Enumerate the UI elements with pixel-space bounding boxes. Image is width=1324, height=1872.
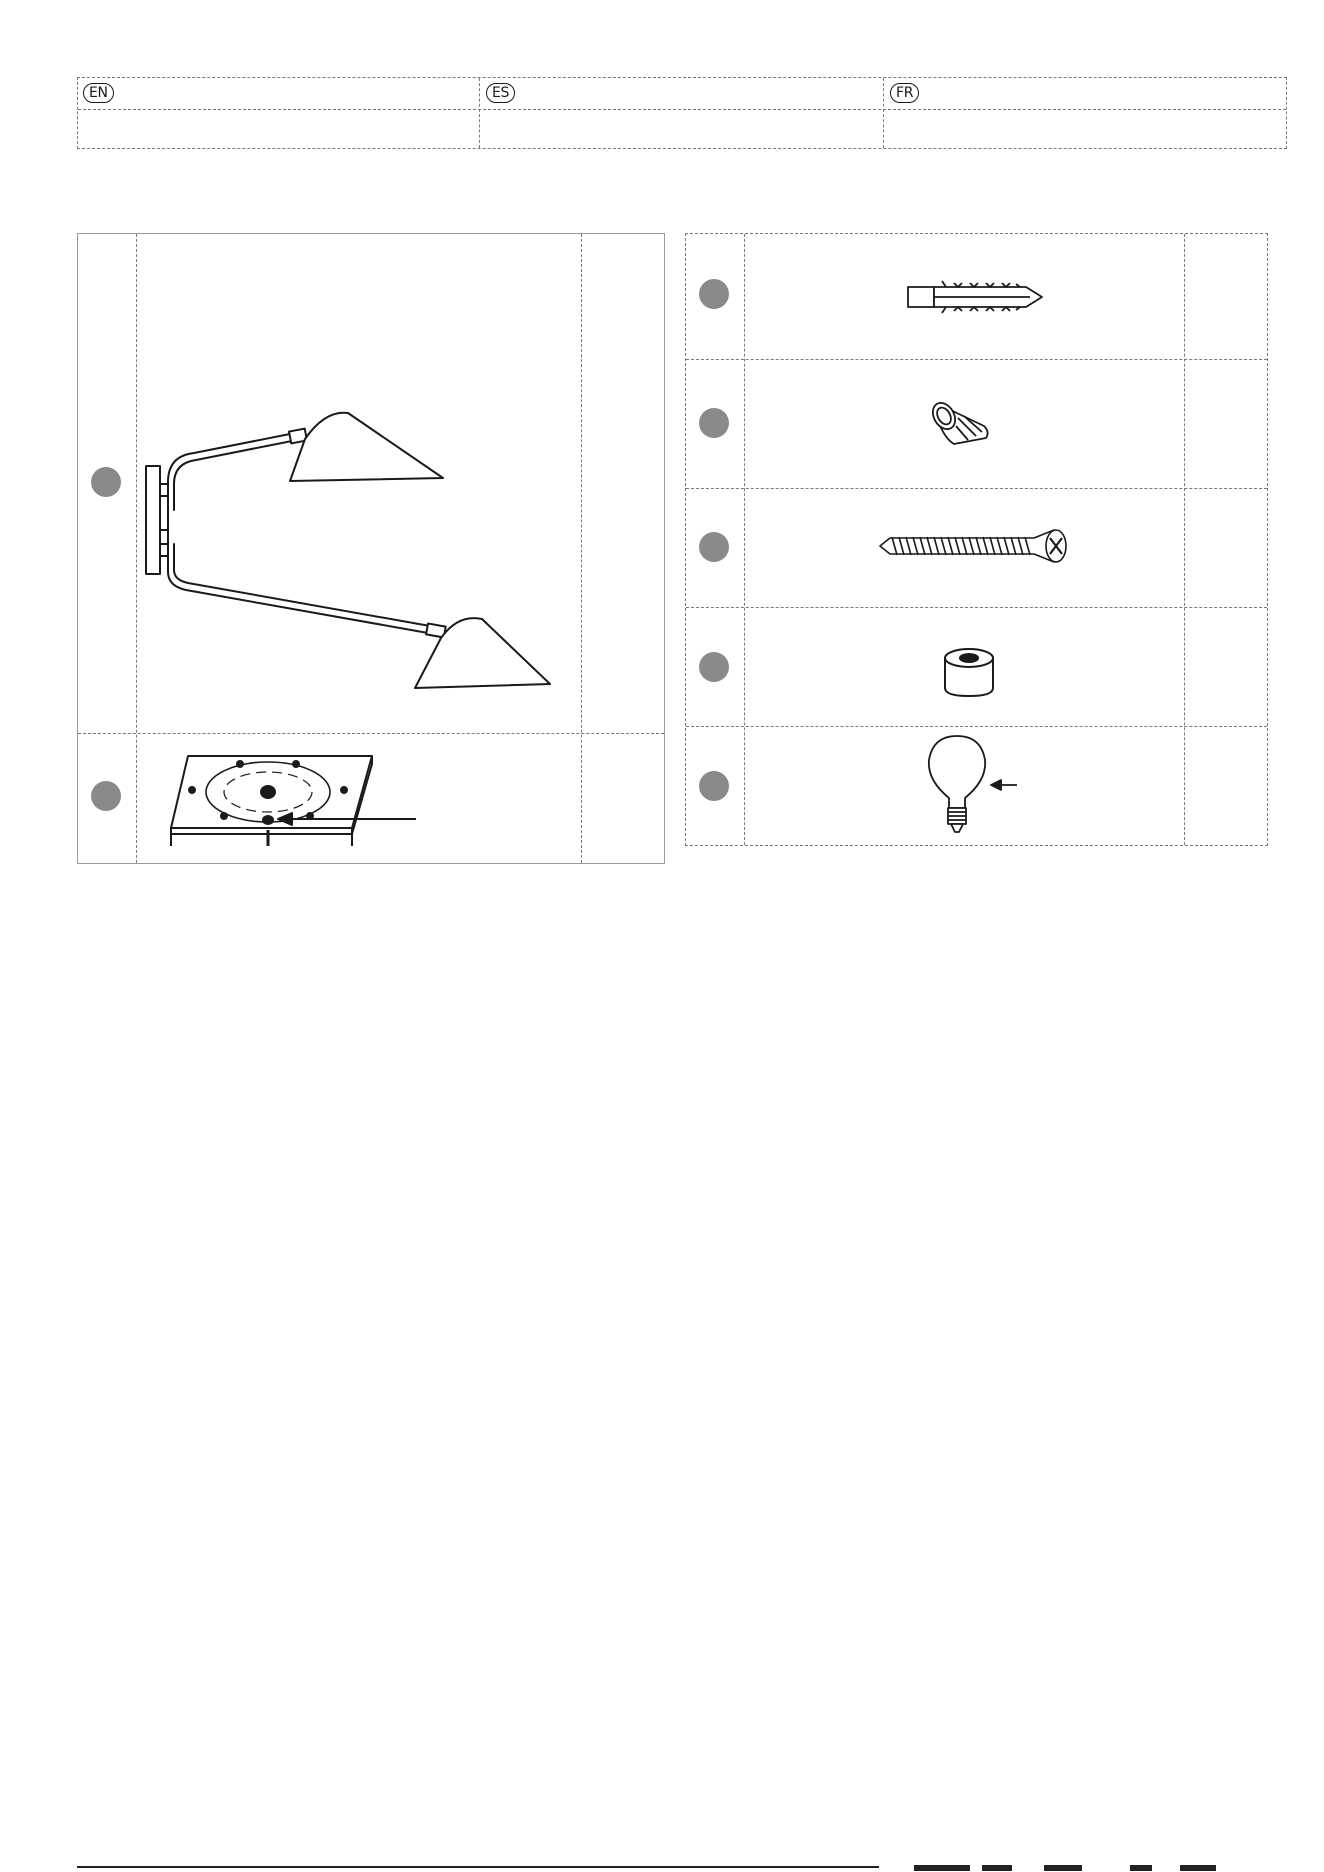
language-column-en [78,78,480,148]
language-tag-fr: FR [890,83,919,103]
column-divider [1184,234,1185,845]
part-marker-b [91,781,121,811]
part-marker-g [699,771,729,801]
footer-mark [1044,1865,1082,1871]
language-tag-en: EN [83,83,114,103]
language-column-fr [883,78,1286,148]
column-divider [136,234,137,863]
row-divider [686,726,1267,727]
part-marker-d [699,408,729,438]
footer-mark [982,1865,1012,1871]
row-divider [686,607,1267,608]
light-bulb-icon [923,732,1053,844]
hardware-parts-panel [685,233,1268,846]
column-divider [581,234,582,863]
nut-icon [941,644,997,700]
column-divider [744,234,745,845]
row-divider [686,359,1267,360]
language-column-es [479,78,884,148]
footer-rule [77,1866,879,1868]
main-parts-panel [77,233,665,864]
screw-icon [876,526,1086,566]
wire-nut-icon [924,390,1004,450]
language-tag-es: ES [486,83,515,103]
footer-mark [1180,1865,1216,1871]
wall-anchor-icon [906,278,1046,318]
double-arm-wall-lamp-icon [140,234,580,733]
part-marker-e [699,532,729,562]
footer-mark [1130,1865,1152,1871]
part-marker-a [91,467,121,497]
row-divider [686,488,1267,489]
part-marker-c [699,279,729,309]
language-table [77,77,1287,149]
footer-mark [914,1865,970,1871]
mounting-bracket-icon [140,734,580,864]
part-marker-f [699,652,729,682]
